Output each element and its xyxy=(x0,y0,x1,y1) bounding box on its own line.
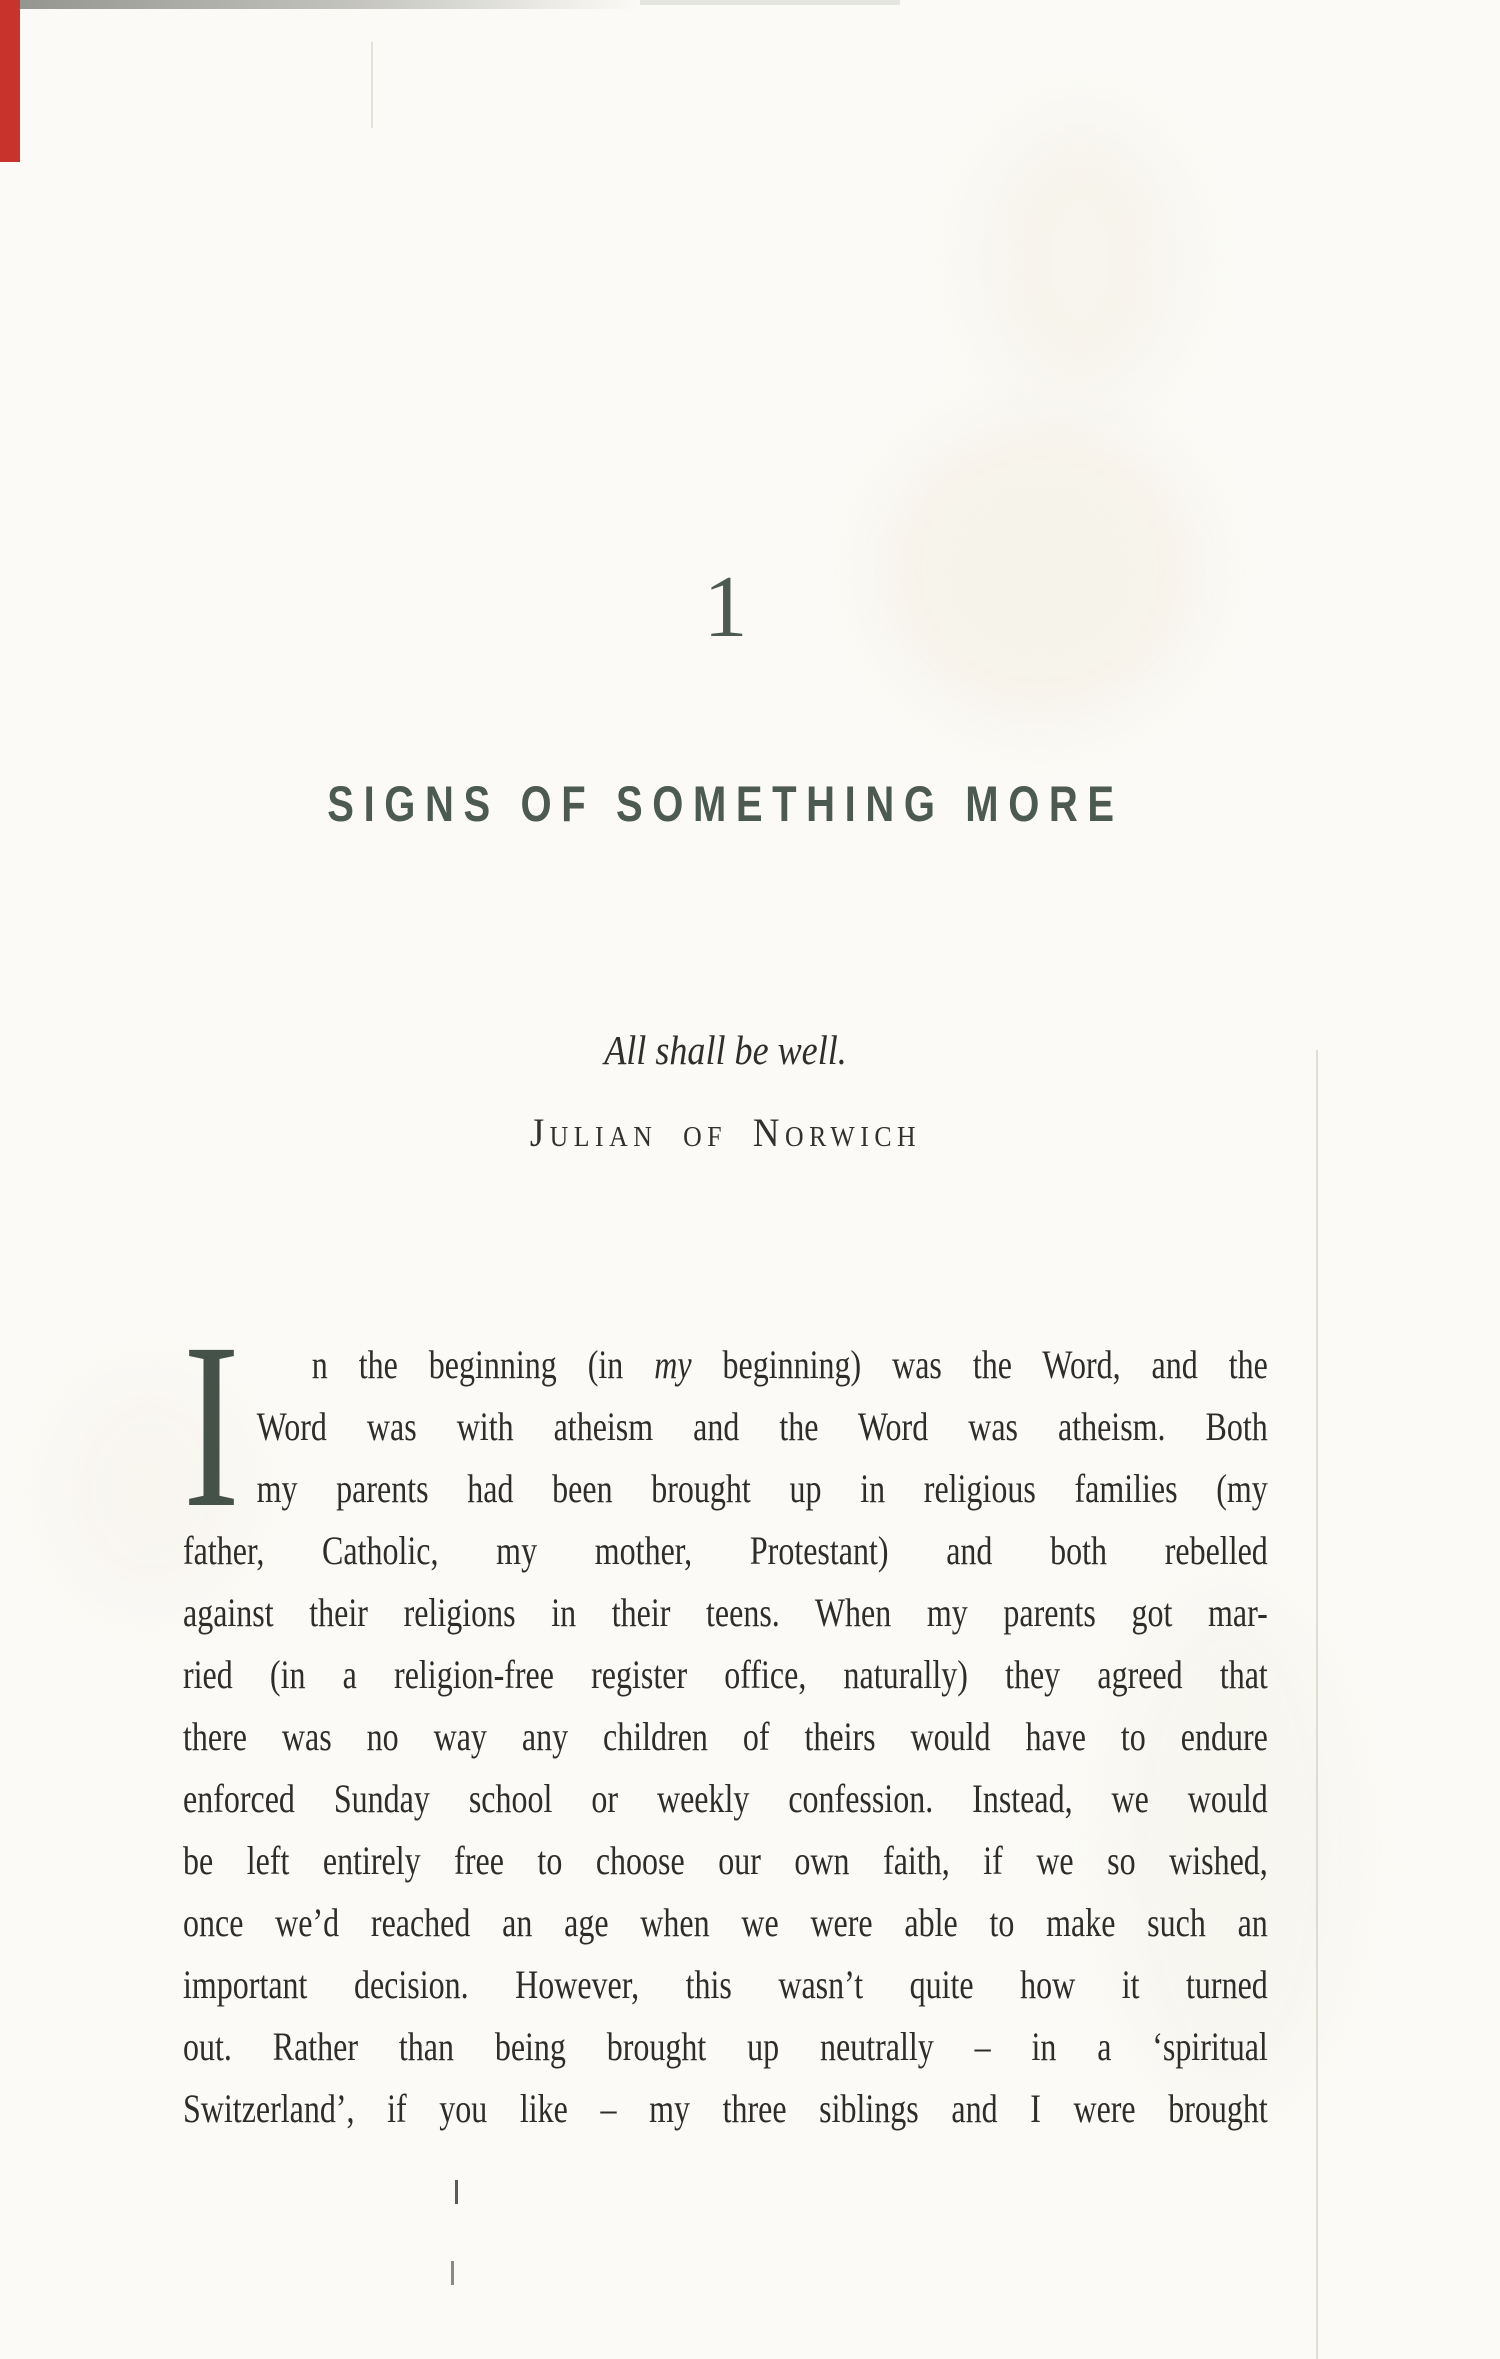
scan-artifact-red-strip xyxy=(0,0,20,162)
body-line xyxy=(183,1334,1268,1396)
body-line: enforced Sunday school or weekly confession. Instead, we would xyxy=(183,1776,1268,1821)
scan-artifact-top-smear xyxy=(640,0,900,5)
body-paragraph xyxy=(183,1295,1268,2140)
body-line: Switzerland’, if you like – my three siblings and I were brought xyxy=(183,2086,1268,2131)
epigraph-attribution: Julian of Norwich xyxy=(529,1110,922,1155)
scan-artifact-crease xyxy=(371,42,373,128)
scan-mottle xyxy=(980,120,1180,400)
body-line-segment: n the beginning (in xyxy=(311,1342,655,1387)
body-line: Word was with atheism and the Word was atheism. Both xyxy=(256,1404,1268,1449)
chapter-title: SIGNS OF SOMETHING MORE xyxy=(327,776,1124,832)
body-line: my parents had been brought up in religious families (my xyxy=(256,1466,1268,1511)
body-line-segment: beginning) was the Word, and the xyxy=(691,1342,1268,1387)
body-line: there was no way any children of theirs would have to endure xyxy=(183,1714,1268,1759)
dropcap-letter xyxy=(183,1295,257,1557)
body-line: ried (in a religion-free register office, naturally) they agreed that xyxy=(183,1652,1268,1697)
body-line: father, Catholic, my mother, Protestant) and both rebelled xyxy=(183,1528,1268,1573)
body-line: important decision. However, this wasn’t quite how it turned xyxy=(183,1962,1268,2007)
epigraph-quote: All shall be well. xyxy=(604,1027,847,1073)
body-line: out. Rather than being brought up neutrally – in a ‘spiritual xyxy=(183,2024,1268,2069)
scan-artifact-crease xyxy=(1316,1050,1318,2359)
body-line: be left entirely free to choose our own faith, if we so wished, xyxy=(183,1838,1268,1883)
body-line-segment-italic: my xyxy=(654,1342,692,1387)
body-line: against their religions in their teens. When my parents got mar- xyxy=(183,1590,1268,1635)
scan-artifact-top-smear xyxy=(0,0,640,9)
chapter-number: 1 xyxy=(703,559,748,656)
scan-artifact-tick xyxy=(451,2261,454,2285)
scan-artifact-tick xyxy=(455,2180,458,2204)
body-line: once we’d reached an age when we were able to make such an xyxy=(183,1900,1268,1945)
dropcap-glyph: I xyxy=(183,1295,240,1557)
